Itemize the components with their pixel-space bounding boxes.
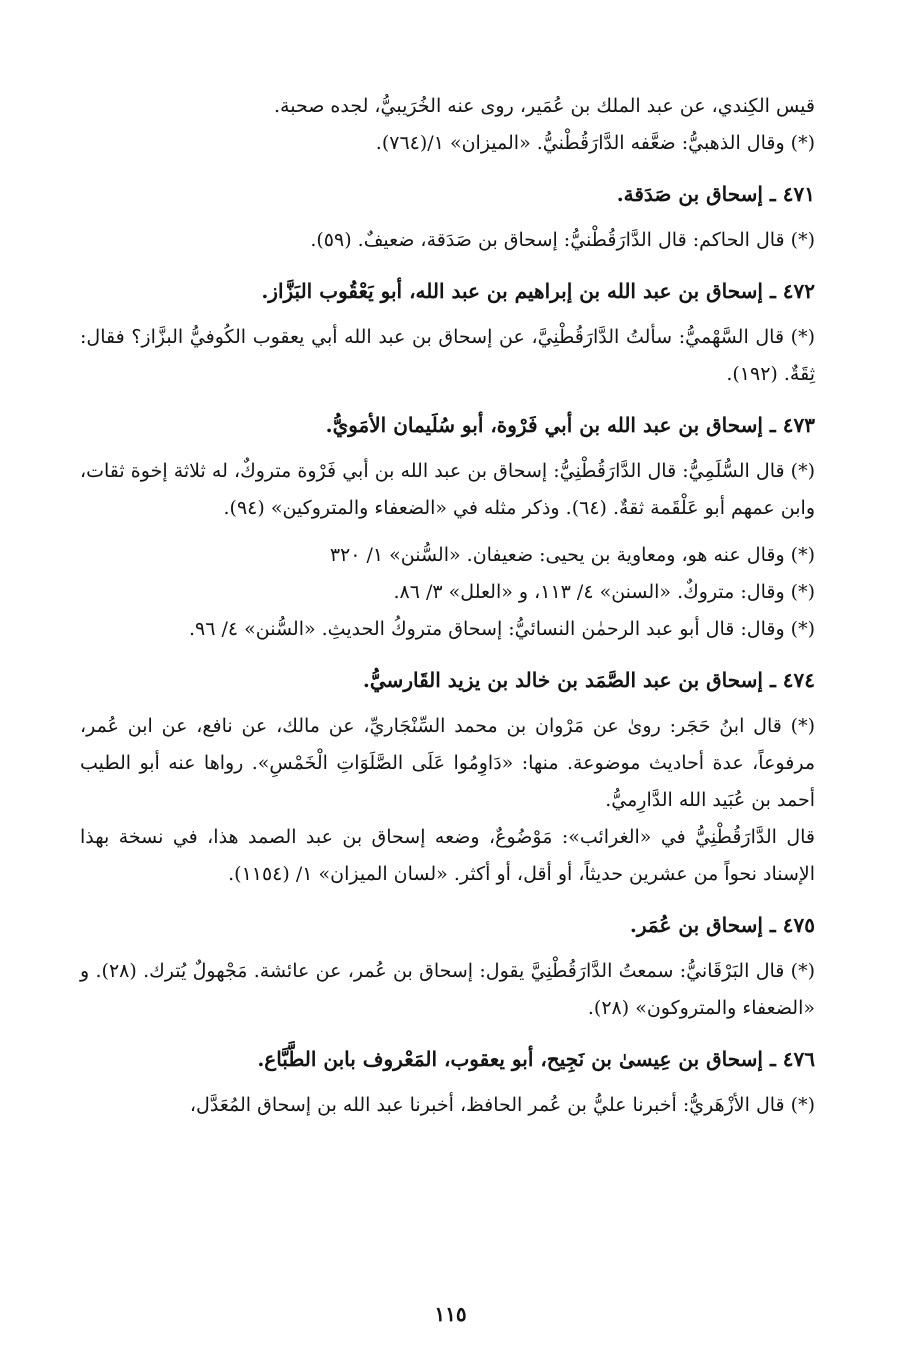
entry-text-473a: (*) قال السُّلَمِيُّ: قال الدَّارَقُطْنِيُّ: إسحاق بن عبد الله بن أبي فَرْوة متروكٌ، له ثلاثة إخوة ثقات، وابن عمهم أبو عَلْقَمة ثقةٌ. (٦٤). وذكر مثله في «الضعفاء والمتروكين» (٩٤). bbox=[80, 460, 815, 519]
entry-text-474b: قال الدَّارَقُطْنِيُّ في «الغرائب»: مَوْضُوعٌ، وضعه إسحاق بن عبد الصمد هذا، في نسخة بهذا الإسناد نحواً من عشرين حديثاً، أو أقل، أو أكثر. «لسان الميزان» ١/ (١١٥٤). bbox=[80, 826, 815, 885]
entry-text-471: (*) قال الحاكم: قال الدَّارَقُطْنيُّ: إسحاق بن صَدَقة، ضعيفٌ. (٥٩). bbox=[310, 229, 815, 251]
page-content bbox=[80, 88, 815, 1124]
entry-heading-476: ٤٧٦ ـ إسحاق بن عِيسىٰ بن نَجِيح، أبو يعقوب، المَعْروف بابن الطَّبَّاع. bbox=[257, 1047, 815, 1071]
entry-text-472: (*) قال السَّهْميُّ: سألتُ الدَّارَقُطْنِيَّ، عن إسحاق بن عبد الله أبي يعقوب الكُوفيُّ البزَّاز؟ فقال: ثِقَةٌ. (١٩٢). bbox=[80, 326, 815, 385]
entry-text-473d: (*) وقال: قال أبو عبد الرحمٰن النسائيُّ: إسحاق متروكُ الحديثِ. «السُّنن» ٤/ ٩٦. bbox=[188, 618, 815, 640]
page-number: ١١٥ bbox=[434, 1302, 467, 1326]
entry-text-476: (*) قال الأزْهَريُّ: أخبرنا عليُّ بن عُمر الحافظ، أخبرنا عبد الله بن إسحاق المُعَدَّل، bbox=[189, 1094, 815, 1116]
entry-heading-475: ٤٧٥ ـ إسحاق بن عُمَر. bbox=[629, 913, 815, 937]
text-line: (*) وقال الذهبيُّ: ضعَّفه الدَّارَقُطْنيُّ. «الميزان» ١/(٧٦٤). bbox=[375, 132, 815, 154]
entry-text-474a: (*) قال ابنُ حَجَر: روىٰ عن مَرْوان بن محمد السِّنْجَاريِّ، عن مالك، عن نافع، عن ابن عُمر، مرفوعاً، عدة أحاديث موضوعة. منها: «دَاوِمُوا عَلَى الصَّلَوَاتِ الْخَمْسِ». رواها عنه أبو الطيب أحمد بن عُبَيد الله الدَّارِميُّ. bbox=[80, 715, 815, 811]
entry-heading-474: ٤٧٤ ـ إسحاق بن عبد الصَّمَد بن خالد بن يزيد القَارسيُّ. bbox=[362, 668, 815, 692]
entry-text-473c: (*) وقال: متروكٌ. «السنن» ٤/ ١١٣، و «العلل» ٣/ ٨٦. bbox=[393, 581, 815, 603]
text-line: قيس الكِندي، عن عبد الملك بن عُمَير، روى عنه الخُرَيبيُّ، لجده صحبة. bbox=[274, 95, 815, 117]
entry-heading-473: ٤٧٣ ـ إسحاق بن عبد الله بن أبي فَرْوة، أبو سُلَيمان الأمَويُّ. bbox=[325, 413, 815, 437]
entry-heading-471: ٤٧١ ـ إسحاق بن صَدَقة. bbox=[616, 182, 815, 206]
entry-text-475: (*) قال البَرْقَانيُّ: سمعتُ الدَّارَقُطْنِيَّ يقول: إسحاق بن عُمر، عن عائشة. مَجْهولٌ يُترك. (٢٨). و «الضعفاء والمتروكون» (٢٨). bbox=[80, 960, 816, 1019]
entry-text-473b: (*) وقال عنه هو، ومعاوية بن يحيى: ضعيفان. «السُّنن» ١/ ٣٢٠ bbox=[329, 544, 815, 566]
entry-heading-472: ٤٧٢ ـ إسحاق بن عبد الله بن إبراهيم بن عبد الله، أبو يَعْقُوب البَزَّاز. bbox=[261, 279, 815, 303]
